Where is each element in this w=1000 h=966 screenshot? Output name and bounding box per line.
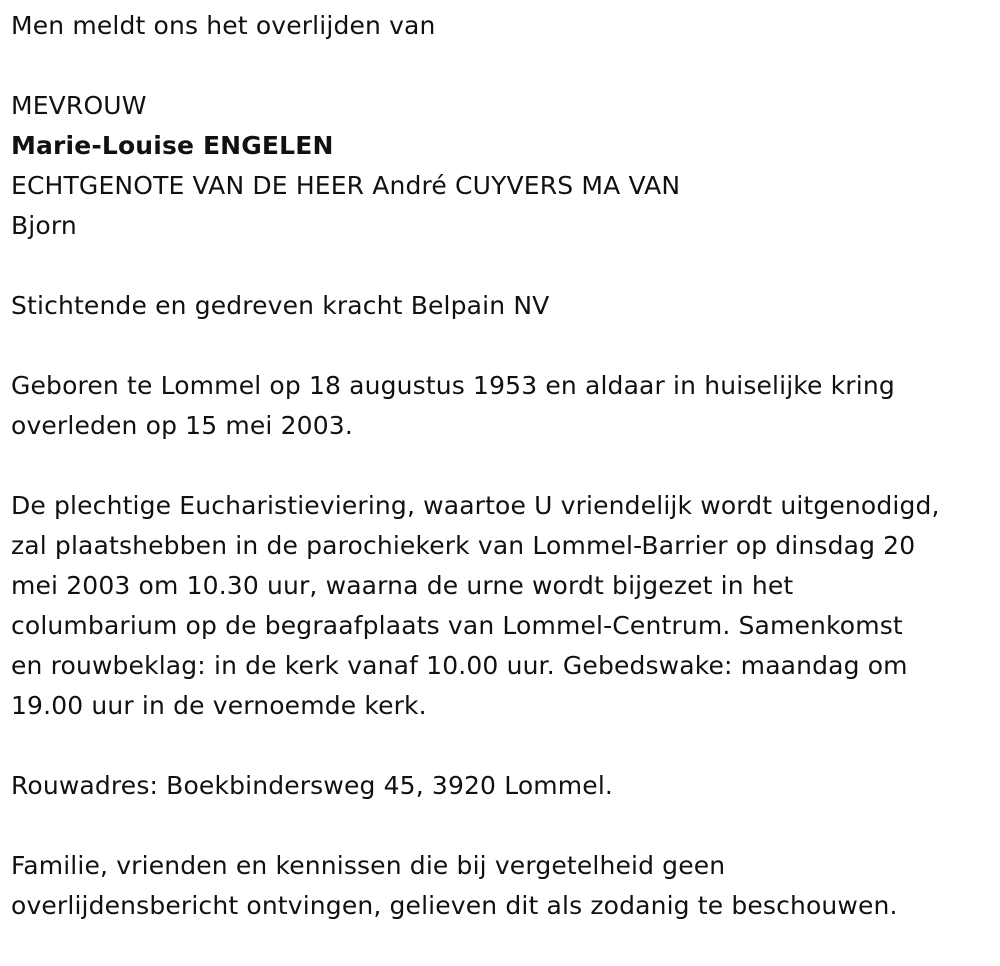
spacer xyxy=(11,726,996,766)
paragraph-line: mei 2003 om 10.30 uur, waarna de urne wordt bijgezet in het xyxy=(11,571,794,600)
role-text: Stichtende en gedreven kracht Belpain NV xyxy=(11,291,550,320)
paragraph-line: 19.00 uur in de vernoemde kerk. xyxy=(11,691,427,720)
deceased-name: Marie-Louise ENGELEN xyxy=(11,131,334,160)
paragraph-line: overlijdensbericht ontvingen, gelieven dit als zodanig te beschouwen. xyxy=(11,891,898,920)
paragraph-line: De plechtige Eucharistieviering, waartoe U vriendelijk wordt uitgenodigd, xyxy=(11,491,940,520)
death-notice xyxy=(11,6,996,926)
child-name: Bjorn xyxy=(11,211,77,240)
paragraph-line: columbarium op de begraafplaats van Lommel-Centrum. Samenkomst xyxy=(11,611,903,640)
mourning-address: Rouwadres: Boekbindersweg 45, 3920 Lommel. xyxy=(11,771,614,800)
birth-death-paragraph xyxy=(11,366,996,446)
ceremony-paragraph xyxy=(11,486,996,726)
paragraph-line: Geboren te Lommel op 18 augustus 1953 en aldaar in huiselijke kring xyxy=(11,371,895,400)
spacer xyxy=(11,806,996,846)
paragraph-line: en rouwbeklag: in de kerk vanaf 10.00 uur. Gebedswake: maandag om xyxy=(11,651,908,680)
paragraph-line: overleden op 15 mei 2003. xyxy=(11,411,353,440)
paragraph-line: zal plaatshebben in de parochiekerk van Lommel-Barrier op dinsdag 20 xyxy=(11,531,916,560)
spacer xyxy=(11,246,996,286)
paragraph-line: Familie, vrienden en kennissen die bij vergetelheid geen xyxy=(11,851,726,880)
spacer xyxy=(11,446,996,486)
intro-text: Men meldt ons het overlijden van xyxy=(11,11,436,40)
honorific: MEVROUW xyxy=(11,91,147,120)
spouse-line: ECHTGENOTE VAN DE HEER André CUYVERS MA VAN xyxy=(11,171,681,200)
spacer xyxy=(11,46,996,86)
closing-paragraph xyxy=(11,846,996,926)
spacer xyxy=(11,326,996,366)
